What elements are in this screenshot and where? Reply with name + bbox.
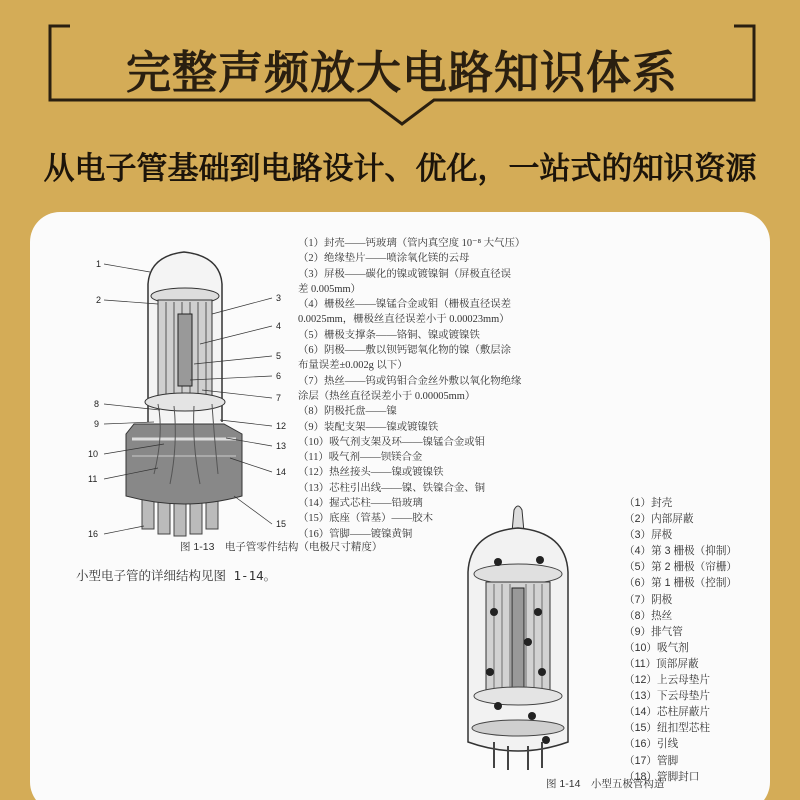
callout-12: 12 [276,421,287,431]
book-page-card [30,212,770,800]
miniature-pentode-illustration [428,502,608,772]
legend13-line: （9）装配支架——镍或镀镍铁 [298,421,439,433]
figure13-caption: 图 1-13 电子管零件结构（电极尺寸精度） [180,541,383,553]
callout-10: 10 [88,449,99,459]
legend13-line: （13）芯柱引出线——镍、铁镍合金、铜 [298,482,486,494]
callout-15: 15 [276,519,287,529]
callout-11: 11 [88,474,98,484]
legend14-line: （13）下云母垫片 [624,690,710,703]
callout-6: 6 [276,371,282,381]
page-title: 完整声频放大电路知识体系 [125,46,678,99]
legend13-line: （8）阴极托盘——镍 [298,406,397,418]
callout-3: 3 [276,293,282,303]
callout-1: 1 [96,259,102,269]
legend13-line: （1）封壳——钙玻璃（管内真空度 10⁻⁸ 大气压） [298,238,526,249]
legend13-line: 涂层（热丝直径误差小于 0.00005mm） [298,390,476,402]
figure13-legend [298,236,528,542]
legend14-line: （17）管脚 [624,754,679,767]
legend13-line: （12）热丝接头——镍或镀镍铁 [298,467,444,479]
legend14-line: （7）阴极 [624,593,673,606]
legend13-line: （5）栅极支撑条——铬铜、镍或镀镍铁 [298,329,480,341]
legend13-line: 布量误差±0.002g 以下） [298,360,408,372]
legend13-line: （14）握式芯柱——铅玻璃 [298,498,423,510]
figure14-legend [624,495,764,785]
legend13-line: （16）管脚——镀镍黄铜 [298,528,413,540]
legend13-line: （4）栅极丝——镍锰合金或钼（栅极直径误差 [298,299,512,311]
legend14-line: （6）第 1 栅极（控制） [624,577,738,590]
legend14-line: （15）纽扣型芯柱 [624,722,710,735]
callout-5: 5 [276,351,282,361]
vacuum-tube-illustration [74,234,304,539]
legend14-line: （5）第 2 栅极（帘栅） [624,561,738,574]
legend13-line: （6）阴极——敷以钡钙锶氧化物的镍（敷层涂 [298,345,512,357]
legend14-line: （1）封壳 [624,497,673,509]
legend14-line: （8）热丝 [624,609,673,622]
callout-13: 13 [276,441,287,451]
callout-8: 8 [94,399,100,409]
legend14-line: （18）管脚封口 [624,770,700,783]
body-note: 小型电子管的详细结构见图 1-14。 [76,568,277,583]
legend13-line: （10）吸气剂支架及环——镍锰合金或钼 [298,436,486,448]
legend13-line: 差 0.005mm） [298,283,361,295]
callout-7: 7 [276,393,282,403]
figure14-caption: 图 1-14 小型五极管构造 [546,778,665,790]
legend13-line: （7）热丝——钨或钨钼合金丝外敷以氧化物绝缘 [298,375,522,387]
page-subtitle: 从电子管基础到电路设计、优化，一站式的知识资源 [43,151,757,187]
legend14-line: （3）屏极 [624,529,673,542]
legend13-line: （11）吸气剂——钡镁合金 [298,452,423,464]
legend14-line: （11）顶部屏蔽 [624,657,699,670]
legend14-line: （9）排气管 [624,625,683,638]
callout-16: 16 [88,529,99,539]
legend14-line: （16）引线 [624,738,679,751]
title-frame [48,24,756,126]
legend14-line: （10）吸气剂 [624,641,689,654]
legend13-line: （2）绝缘垫片——喷涂氧化镁的云母 [298,253,470,265]
callout-2: 2 [96,295,102,305]
callout-14: 14 [276,467,287,477]
callout-9: 9 [94,419,100,429]
callout-4: 4 [276,321,282,331]
legend13-line: 0.0025mm，栅极丝直径误差小于 0.00023mm） [298,314,510,326]
legend14-line: （14）芯柱屏蔽片 [624,706,710,719]
legend13-line: （15）底座（管基）——胶木 [298,513,434,525]
legend14-line: （2）内部屏蔽 [624,513,694,526]
legend14-line: （4）第 3 栅极（抑制） [624,545,738,558]
legend13-line: （3）屏极——碳化的镍或镀镍铜（屏极直径误 [298,268,512,280]
legend14-line: （12）上云母垫片 [624,674,710,687]
